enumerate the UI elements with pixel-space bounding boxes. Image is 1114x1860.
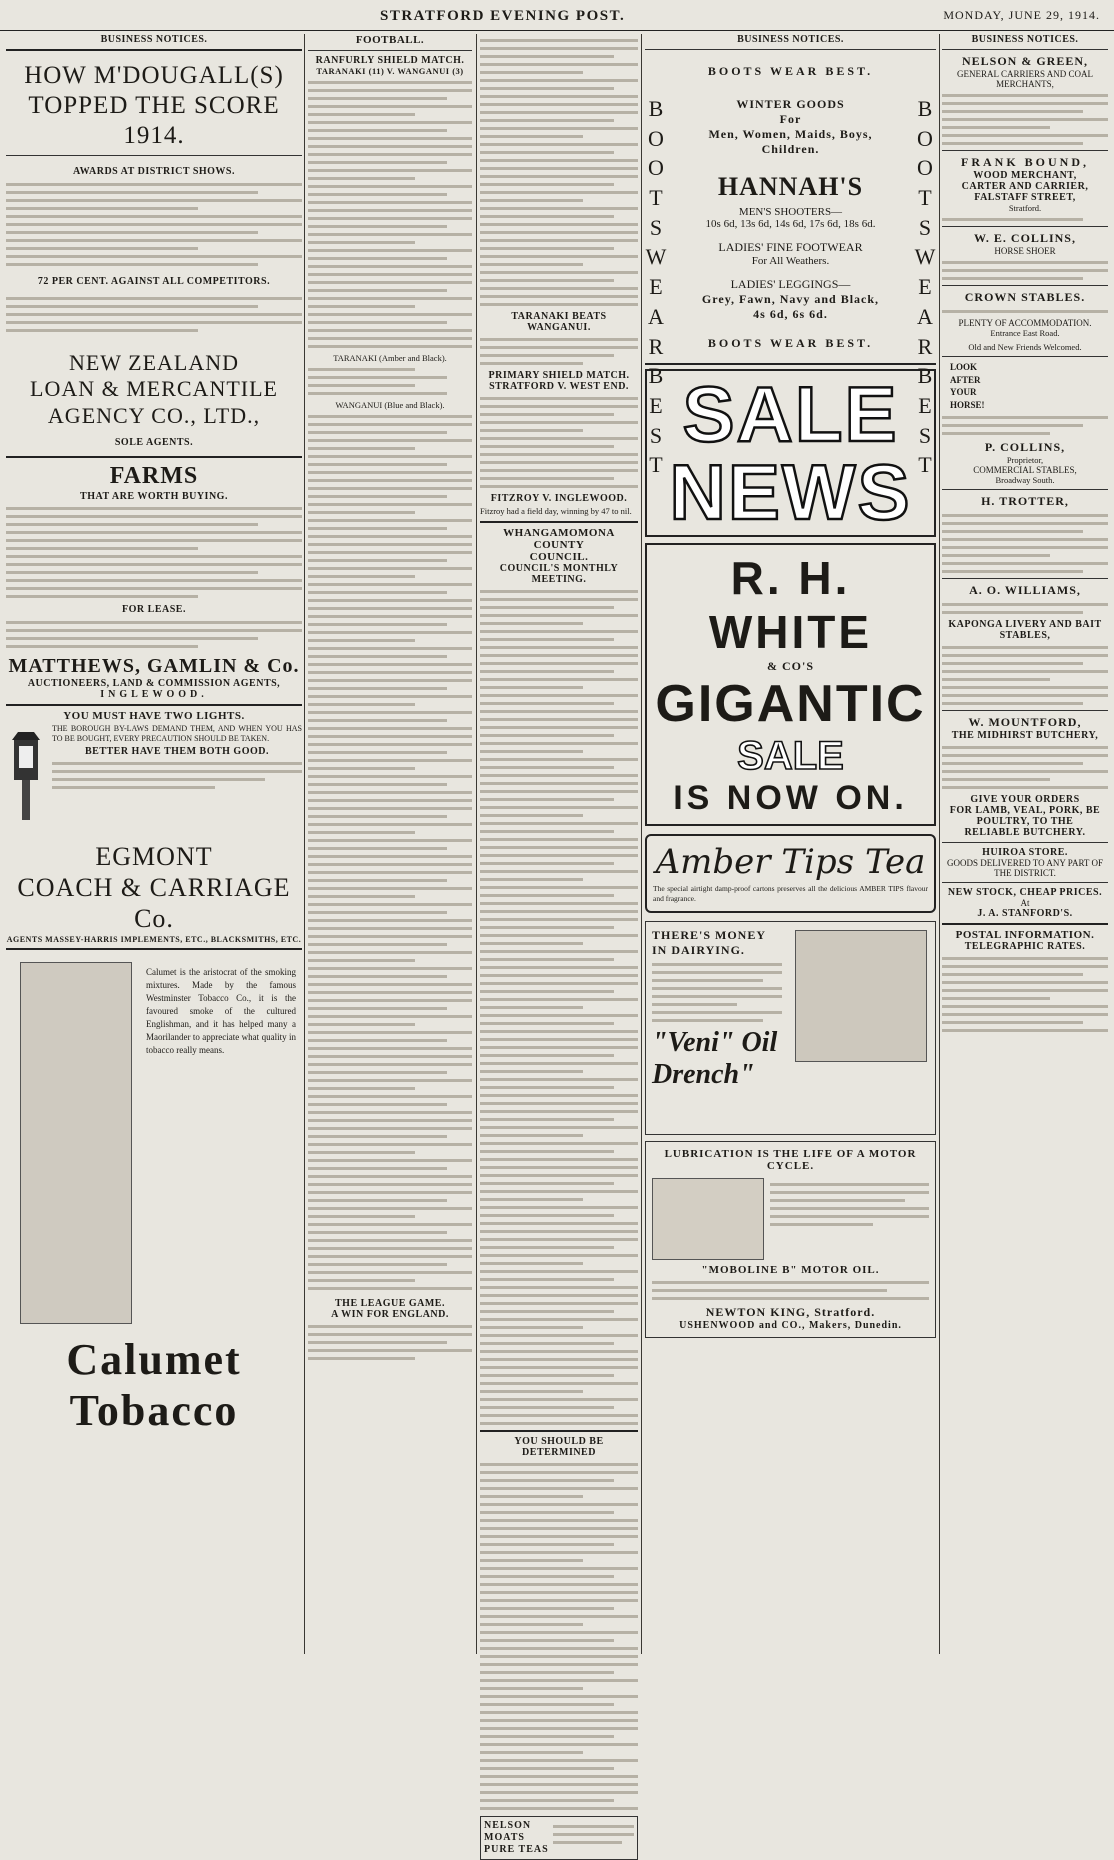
calumet-body: Calumet is the aristocrat of the smoking mixtures. Made by the famous Westminster Tobacco Co., it is the favoured smoke of the cultured Englishman, and it has helped many a Maorilander to appreciate what quality in tobacco really means. — [146, 966, 296, 1055]
nelson-green-body — [942, 94, 1108, 145]
proprietor: Proprietor, — [1006, 455, 1044, 466]
boots-side-letter: W — [914, 244, 936, 270]
match-report — [308, 81, 472, 348]
fitzroy-text: Fitzroy had a field day, winning by 47 to nil. — [480, 506, 632, 516]
winter-goods: WINTER GOODS — [736, 97, 845, 111]
sander-title: YOU SHOULD BE DETERMINED — [514, 1435, 604, 1458]
for-lamb: FOR LAMB, VEAL, PORK, BE POULTRY, TO THE — [949, 805, 1101, 828]
matthews-sub: AUCTIONEERS, LAND & COMMISSION AGENTS, — [27, 677, 281, 689]
newspaper-name: STRATFORD EVENING POST. — [380, 8, 626, 24]
leggings-colors: Grey, Fawn, Navy and Black, — [701, 292, 880, 307]
column-rule — [476, 34, 477, 1654]
fitzroy-heading: FITZROY V. INGLEWOOD. — [490, 493, 628, 504]
calumet-illustration — [6, 954, 302, 1334]
boots-side-letter: B — [917, 363, 933, 389]
ranfurly-heading: RANFURLY SHIELD MATCH. — [315, 55, 465, 66]
look-after-horse — [950, 361, 1108, 411]
wcc-heading-1: WHANGAMOMONA COUNTY — [503, 526, 615, 551]
mens-shooters: MEN'S SHOOTERS— — [738, 206, 843, 219]
egmont-name-2: COACH & CARRIAGE Co. — [17, 873, 291, 934]
sale-news-ad — [645, 369, 936, 537]
horse-shoer: HORSE SHOER — [994, 246, 1056, 256]
boots-side-letter: S — [649, 422, 663, 448]
egmont-sub: AGENTS MASSEY-HARRIS IMPLEMENTS, ETC., BLACKSMITHS, ETC. — [6, 934, 302, 944]
falstaff-town: Stratford. — [1008, 203, 1042, 213]
primary-report — [480, 397, 638, 488]
after: AFTER — [950, 374, 981, 385]
taranaki-beats-text — [480, 338, 638, 365]
give-your-orders: GIVE YOUR ORDERS — [970, 794, 1080, 806]
wood-merchant: WOOD MERCHANT, — [973, 170, 1077, 181]
pipe-smoker-illustration — [20, 962, 132, 1324]
boots-side-letter: T — [649, 185, 663, 211]
boots-side-letter: T — [918, 452, 932, 478]
ladies-leggings: LADIES' LEGGINGS— — [730, 277, 851, 292]
boots-side-letter: E — [918, 274, 932, 300]
boots-side-letter: W — [645, 244, 667, 270]
mcdougall-percent: 72 PER CENT. AGAINST ALL COMPETITORS. — [37, 276, 271, 287]
nz-loan-name-1: NEW ZEALAND — [68, 350, 240, 375]
broadway-south: Broadway South. — [995, 475, 1055, 486]
boots-side-letter: R — [648, 333, 664, 359]
boots-side-letter: S — [649, 214, 663, 240]
ao-williams: A. O. WILLIAMS, — [969, 583, 1081, 598]
stratford-v-west-end: STRATFORD V. WEST END. — [489, 381, 629, 392]
nz-loan-sub: SOLE AGENTS. — [114, 437, 194, 449]
taranaki-wanganui-score: TARANAKI (11) V. WANGANUI (3) — [316, 66, 464, 76]
plenty-accommodation: PLENTY OF ACCOMMODATION. — [958, 318, 1092, 328]
column-rule — [304, 34, 305, 1654]
boots-side-letter: B — [648, 96, 664, 121]
mcdougall-body — [6, 183, 302, 266]
mcdougall-subheading: AWARDS AT DISTRICT SHOWS. — [73, 166, 235, 177]
column-4 — [645, 34, 936, 1654]
masthead — [0, 0, 1114, 31]
boots-top: BOOTS WEAR BEST. — [707, 64, 874, 78]
nelson-3: PURE TEAS — [484, 1843, 549, 1855]
hannahs-name: HANNAH'S — [717, 172, 864, 201]
ladies-fine-footwear: LADIES' FINE FOOTWEAR — [718, 240, 863, 255]
boots-side-letter: O — [648, 155, 664, 181]
motor-title: LUBRICATION IS THE LIFE OF A MOTOR CYCLE. — [664, 1148, 917, 1173]
sander-body — [480, 1463, 638, 1810]
nelson-green: NELSON & GREEN, — [961, 54, 1089, 68]
boots-side-letters-left — [645, 94, 667, 480]
wcc-subheading: COUNCIL'S MONTHLY MEETING. — [499, 562, 619, 585]
column-5 — [942, 34, 1108, 1654]
postal-information: POSTAL INFORMATION. — [955, 929, 1095, 942]
test-match-report — [480, 39, 638, 306]
frank-bound: FRANK BOUND, — [961, 155, 1089, 169]
boots-side-letter: A — [648, 303, 664, 329]
leggings-prices: 4s 6d, 6s 6d. — [753, 307, 828, 322]
your: YOUR — [950, 387, 977, 398]
lights-better: BETTER HAVE THEM BOTH GOOD. — [84, 746, 269, 758]
boots-side-letter: B — [648, 363, 664, 389]
egmont-name-1: EGMONT — [95, 841, 213, 871]
ushenwood: USHENWOOD and CO., Makers, Dunedin. — [679, 1320, 902, 1332]
entrance-east-road: Entrance East Road. — [990, 328, 1060, 338]
all-weathers: For All Weathers. — [751, 255, 830, 268]
look: LOOK — [950, 362, 978, 372]
farms-listings — [6, 507, 302, 598]
boots-side-letter: E — [649, 274, 663, 300]
for-lease-heading: FOR LEASE. — [122, 603, 186, 615]
boots-side-letter: E — [649, 392, 663, 418]
column-1 — [6, 34, 302, 1654]
column-rule — [939, 34, 940, 1654]
motorcycle-illustration — [652, 1178, 764, 1260]
nz-loan-name-3: AGENCY CO., LTD., — [47, 402, 261, 428]
rh-white: R. H. WHITE — [708, 552, 873, 658]
boots-side-letter: T — [649, 452, 663, 478]
is-now-on: IS NOW ON. — [673, 779, 908, 817]
nelson-moats-ad — [480, 1816, 638, 1860]
team-lists-2 — [308, 415, 472, 1290]
boots-side-letter: T — [918, 185, 932, 211]
boots-side-letters-right — [914, 94, 936, 480]
column-3 — [480, 34, 638, 1855]
taranaki-beats-heading: TARANAKI BEATS WANGANUI. — [511, 311, 607, 333]
primary-shield-heading: PRIMARY SHIELD MATCH. — [488, 370, 630, 381]
amber-tips-sub: The special airtight damp-proof cartons preserves all the delicious AMBER TIPS flavour and fragrance. — [653, 884, 928, 903]
boots-side-letter: R — [917, 333, 933, 359]
ja-stanford: J. A. STANFORD'S. — [977, 908, 1073, 920]
boots-side-letter: A — [917, 303, 933, 329]
newton-king: NEWTON KING, Stratford. — [705, 1305, 876, 1320]
boots-side-letter: O — [917, 125, 933, 151]
horse: HORSE! — [950, 399, 985, 410]
crown-stables: CROWN STABLES. — [964, 290, 1086, 304]
moboline-name: "MOBOLINE B" MOTOR OIL. — [701, 1264, 880, 1277]
council-report — [480, 590, 638, 1425]
kaponga-livery: KAPONGA LIVERY AND BAIT STABLES, — [948, 619, 1102, 642]
league-heading: THE LEAGUE GAME. — [335, 1298, 445, 1309]
commercial-stables: COMMERCIAL STABLES, — [973, 465, 1077, 476]
carter-carrier: CARTER AND CARRIER, — [961, 181, 1089, 192]
rh-white-ad — [645, 543, 936, 826]
general-carriers: GENERAL CARRIERS AND COAL MERCHANTS, — [957, 69, 1093, 89]
sale-word-2: SALE — [737, 734, 844, 778]
league-subheading: A WIN FOR ENGLAND. — [331, 1309, 449, 1320]
for-men-women: Men, Women, Maids, Boys, — [708, 127, 873, 141]
news-word: NEWS — [669, 448, 912, 536]
boots-bottom: BOOTS WEAR BEST. — [707, 336, 874, 351]
veni-oil-drench-ad — [645, 921, 936, 1135]
boots-side-letter: B — [917, 96, 933, 121]
telegraphic-rates: TELEGRAPHIC RATES. — [964, 941, 1086, 953]
veni-money-heading: THERE'S MONEY IN DAIRYING. — [652, 928, 766, 958]
amber-tips-ad — [645, 834, 936, 913]
two-lights-title: YOU MUST HAVE TWO LIGHTS. — [63, 709, 245, 722]
mcdougall-headline-2: TOPPED THE SCORE 1914. — [28, 92, 280, 149]
calumet-title: Calumet Tobacco — [66, 1334, 242, 1435]
children: Children. — [761, 142, 820, 156]
sale-word: SALE — [682, 370, 899, 458]
midhirst-butchery: THE MIDHIRST BUTCHERY, — [951, 730, 1099, 742]
league-report — [308, 1325, 472, 1360]
farms-title: FARMS — [109, 463, 199, 490]
reliable-butchery: RELIABLE BUTCHERY. — [964, 827, 1086, 839]
section-heading: BUSINESS NOTICES. — [971, 34, 1079, 45]
huiroa-store: HUIROA STORE. — [982, 847, 1068, 859]
lights-ad — [6, 722, 302, 831]
section-heading: BUSINESS NOTICES. — [737, 34, 844, 45]
lease-listing — [6, 621, 302, 648]
w-mountford: W. MOUNTFORD, — [968, 715, 1082, 730]
boots-side-letter: S — [918, 422, 932, 448]
section-heading: BUSINESS NOTICES. — [100, 34, 208, 45]
column-rule — [641, 34, 642, 1654]
boots-side-letter: O — [917, 155, 933, 181]
new-stock: NEW STOCK, CHEAP PRICES. — [947, 887, 1103, 899]
boots-side-letter: E — [918, 392, 932, 418]
mcdougall-headline-1: HOW M'DOUGALL(S) — [24, 62, 284, 89]
p-collins: P. COLLINS, — [984, 440, 1066, 455]
nelson-1: NELSON — [484, 1819, 532, 1831]
gigantic: GIGANTIC — [655, 675, 926, 733]
carriage-lamp-icon — [6, 732, 46, 827]
lights-body: THE BOROUGH BY-LAWS DEMAND THEM, AND WHEN YOU HAS TO BE BOUGHT, EVERY PRECAUTION SHOULD BE TAKEN. — [52, 723, 302, 744]
taranaki-team-line: TARANAKI (Amber and Black). — [333, 353, 447, 363]
matthews-gamlin-name: MATTHEWS, GAMLIN & Co. — [8, 654, 300, 677]
h-trotter: H. TROTTER, — [981, 494, 1069, 509]
for-label: For — [779, 112, 802, 126]
boots-side-letter: O — [648, 125, 664, 151]
at-label: At — [1020, 898, 1030, 909]
we-collins: W. E. COLLINS, — [974, 231, 1076, 245]
column-2 — [308, 34, 472, 1654]
team-lists-1 — [308, 368, 472, 395]
amber-tips-title: Amber Tips Tea — [655, 842, 926, 882]
inglewood: INGLEWOOD. — [100, 688, 208, 700]
shooters-prices: 10s 6d, 13s 6d, 14s 6d, 17s 6d, 18s 6d. — [705, 218, 876, 231]
falstaff-street: FALSTAFF STREET, — [974, 192, 1076, 203]
veni-title: "Veni" Oil Drench" — [652, 1027, 778, 1091]
and-cos: & CO'S — [766, 659, 814, 673]
old-new-friends: Old and New Friends Welcomed. — [968, 342, 1082, 352]
moboline-ad — [645, 1141, 936, 1338]
football-heading: FOOTBALL. — [355, 34, 425, 46]
wanganui-team-line: WANGANUI (Blue and Black). — [335, 400, 445, 410]
nz-loan-name-2: LOAN & MERCANTILE — [30, 376, 278, 402]
issue-date: MONDAY, JUNE 29, 1914. — [943, 8, 1100, 22]
farms-subtitle: THAT ARE WORTH BUYING. — [80, 490, 228, 502]
goods-delivered: GOODS DELIVERED TO ANY PART OF THE DISTRICT. — [946, 858, 1104, 879]
nelson-2: MOATS — [484, 1831, 525, 1843]
mcdougall-body-2 — [6, 297, 302, 332]
boots-side-letter: S — [918, 214, 932, 240]
wcc-heading-2: COUNCIL. — [529, 550, 589, 563]
farmer-cow-illustration — [795, 930, 927, 1062]
